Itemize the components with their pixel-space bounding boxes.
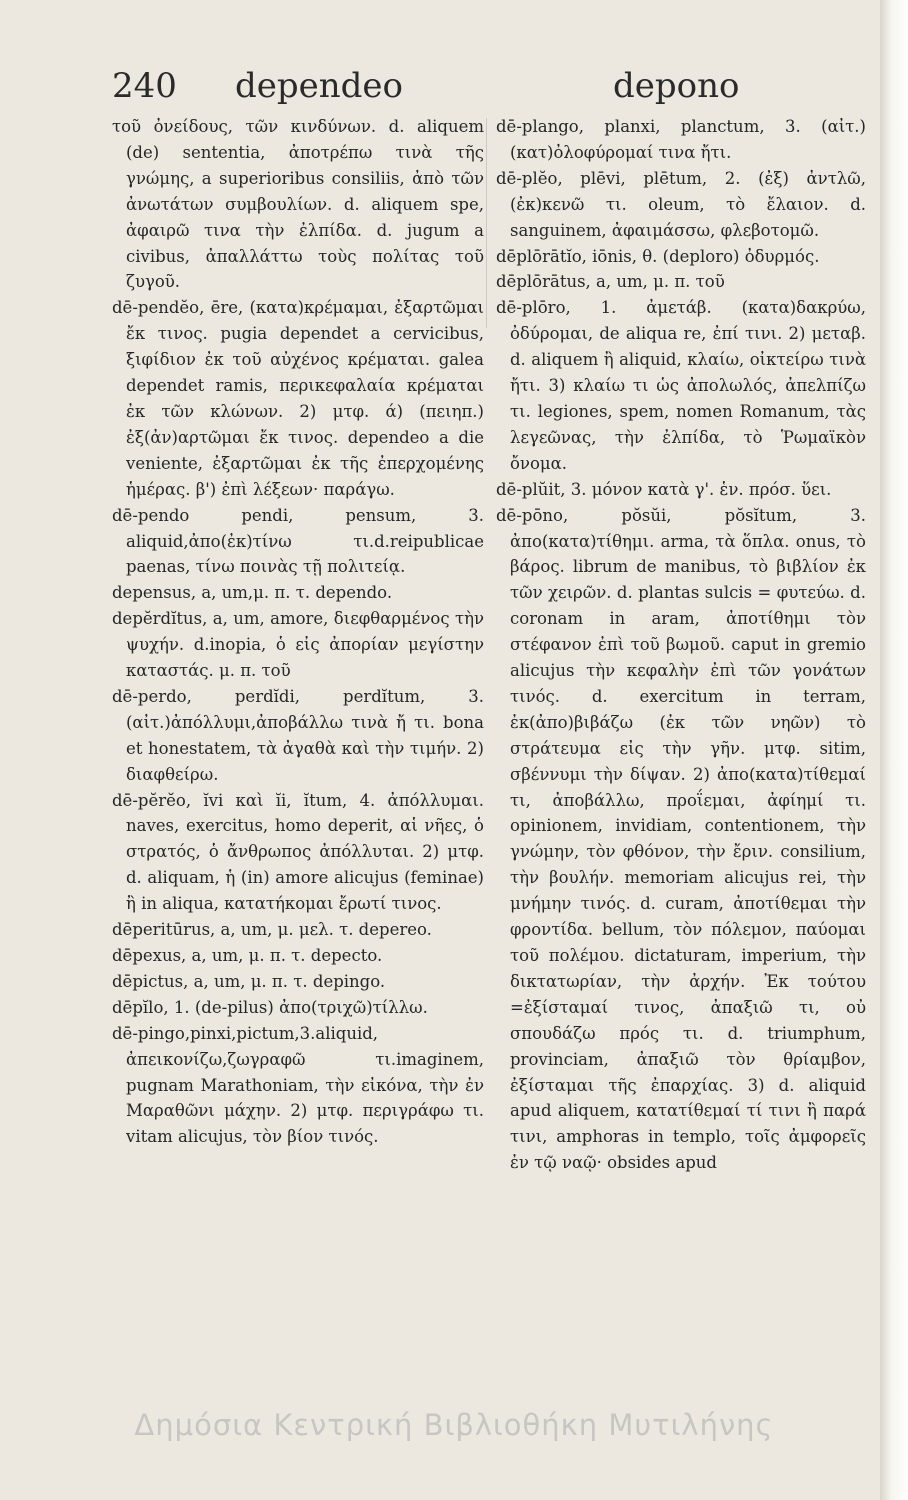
entry: dē-pendĕo, ēre, (κατα)κρέμαμαι, ἐξαρτῶμαι ἔκ τινος. pugia dependet a cervicibus, ξιφίδιον ἐκ τοῦ αὐχένος κρέμαται. galea dependet ramis, περικεφαλαία κρέμαται ἐκ τῶν κλώνων. 2) μτφ. ά) (πειηπ.) ἐξ(ἀν)αρτῶμαι ἔκ τινος. dependeo a die veniente, ἐξαρτῶμαι ἐκ τῆς ἐπερχομένης ἡμέρας. β') ἐπὶ λέξεων· παράγω. [112, 298, 484, 499]
entry: depensus, a, um,μ. π. τ. dependo. [112, 583, 393, 603]
entry: dē-perdo, perdĭdi, perdĭtum, 3. (αἰτ.)ἀπόλλυμι,ἀποβάλλω τινὰ ἤ τι. bona et honestatem, τὰ ἀγαθὰ καὶ τὴν τιμήν. 2) διαφθείρω. [112, 686, 484, 784]
library-watermark: Δημόσια Κεντρική Βιβλιοθήκη Μυτιλήνης [134, 1408, 774, 1442]
right-column [496, 114, 866, 1176]
entry: dē-pendo pendi, pensum, 3. aliquid,ἀπο(ἐκ)τίνω τι.d.reipublicae paenas, τίνω ποινὰς τῇ πολιτείᾳ. [112, 505, 484, 577]
entry: depĕrdĭtus, a, um, amore, διεφθαρμένος τὴν ψυχήν. d.inopia, ὁ εἰς ἀπορίαν μεγίστην καταστάς. μ. π. τοῦ [112, 609, 484, 681]
page-number: 240 [112, 66, 177, 106]
entry: dēpexus, a, um, μ. π. τ. depecto. [112, 946, 383, 965]
column-divider [486, 118, 487, 328]
entry: dēperitūrus, a, um, μ. μελ. τ. depereo. [112, 920, 432, 940]
entry: dē-plŭit, 3. μόνον κατὰ γ'. ἑν. πρόσ. ὕει. [496, 479, 832, 499]
left-guide-word: dependeo [235, 66, 404, 106]
entry: dē-pĕrĕo, ĭvi καὶ ĭi, ĭtum, 4. ἀπόλλυμαι. naves, exercitus, homo deperit, αἱ νῆες, ὁ στρατός, ὁ ἄνθρωπος ἀπόλλυται. 2) μτφ. d. aliquam, ἡ (in) amore alicujus (feminae) ἢ in aliqua, κατατήκομαι ἔρωτί τινος. [112, 790, 484, 914]
left-column [112, 114, 484, 1150]
entry: dēplōrātĭo, iōnis, θ. (deploro) ὀδυρμός. [496, 246, 820, 266]
right-guide-word: depono [613, 66, 740, 106]
entry: dēpictus, a, um, μ. π. τ. depingo. [112, 971, 386, 991]
entry: dē-plango, planxi, planctum, 3. (αἰτ.) (κατ)ὀλοφύρομαί τινα ἤτι. [496, 117, 866, 162]
entry: dē-plĕo, plēvi, plētum, 2. (ἐξ) ἀντλῶ, (ἐκ)κενῶ τι. oleum, τὸ ἔλαιον. d. sanguinem, ἀφαιμάσσω, φλεβοτομῶ. [496, 168, 866, 240]
entry: dē-plōro, 1. ἀμετάβ. (κατα)δακρύω, ὀδύρομαι, de aliqua re, ἐπί τινι. 2) μεταβ. d. aliquem ἢ aliquid, κλαίω, οἰκτείρω τινὰ ἤτι. 3) κλαίω τι ὡς ἀπολωλός, ἀπελπίζω τι. legiones, spem, nomen Romanum, τὰς λεγεῶνας, τὴν ἐλπίδα, τὸ Ῥωμαϊκὸν ὄνομα. [496, 298, 866, 473]
entry: dē-pingo,pinxi,pictum,3.aliquid, ἀπεικονίζω,ζωγραφῶ τι.imaginem, pugnam Marathoniam, τὴν εἰκόνα, τὴν ἐν Μαραθῶνι μάχην. 2) μτφ. περιγράφω τι. vitam alicujus, τὸν βίον τινός. [112, 1023, 484, 1147]
entry: dēpĭlo, 1. (de-pilus) ἀπο(τριχῶ)τίλλω. [112, 997, 428, 1017]
page-edge [880, 0, 908, 1500]
entry: dēplōrātus, a, um, μ. π. τοῦ [496, 272, 725, 292]
entry: τοῦ ὀνείδους, τῶν κινδύνων. d. aliquem (de) sententia, ἀποτρέπω τινὰ τῆς γνώμης, a superioribus consiliis, ἀπὸ τῶν ἀνωτάτων συμβουλίων. d. aliquem spe, ἀφαιρῶ τινα τὴν ἐλπίδα. d. jugum a civibus, ἀπαλλάττω τοὺς πολίτας τοῦ ζυγοῦ. [112, 117, 484, 292]
entry: dē-pōno, pŏsŭi, pŏsĭtum, 3. ἀπο(κατα)τίθημι. arma, τὰ ὅπλα. onus, τὸ βάρος. librum de manibus, τὸ βιβλίον ἐκ τῶν χειρῶν. d. plantas sulcis = φυτεύω. d. coronam in aram, ἀποτίθημι τὸν στέφανον ἐπὶ τοῦ βωμοῦ. caput in gremio alicujus τὴν κεφαλὴν ἐπὶ τῶν γονάτων τινός. d. exercitum in terram, ἐκ(ἀπο)βιβάζω (ἐκ τῶν νηῶν) τὸ στράτευμα εἰς τὴν γῆν. μτφ. sitim, σβέννυμι τὴν δίψαν. 2) ἀπο(κατα)τίθεμαί τι, ἀποβάλλω, προΐεμαι, ἀφίημί τι. opinionem, invidiam, contentionem, τὴν γνώμην, τὸν φθόνον, τὴν ἔριν. consilium, τὴν βουλήν. memoriam alicujus rei, τὴν μνήμην τινός. d. curam, ἀποτίθεμαι τὴν φροντίδα. bellum, τὸν πόλεμον, παύομαι τοῦ πολέμου. dictaturam, imperium, τὴν δικτατωρίαν, τὴν ἀρχήν. Ἐκ τούτου =ἐξίσταμαί τινος, ἀπαξιῶ τι, οὐ σπουδάζω πρός τι. d. triumphum, provinciam, ἀπαξιῶ τὸν θρίαμβον, ἐξίσταμαι τῆς ἐπαρχίας. 3) d. aliquid apud aliquem, κατατίθεμαί τί τινι ἢ παρά τινι, amphoras in templo, τοῖς ἀμφορεῖς ἐν τῷ ναῷ· obsides apud [496, 505, 866, 1173]
